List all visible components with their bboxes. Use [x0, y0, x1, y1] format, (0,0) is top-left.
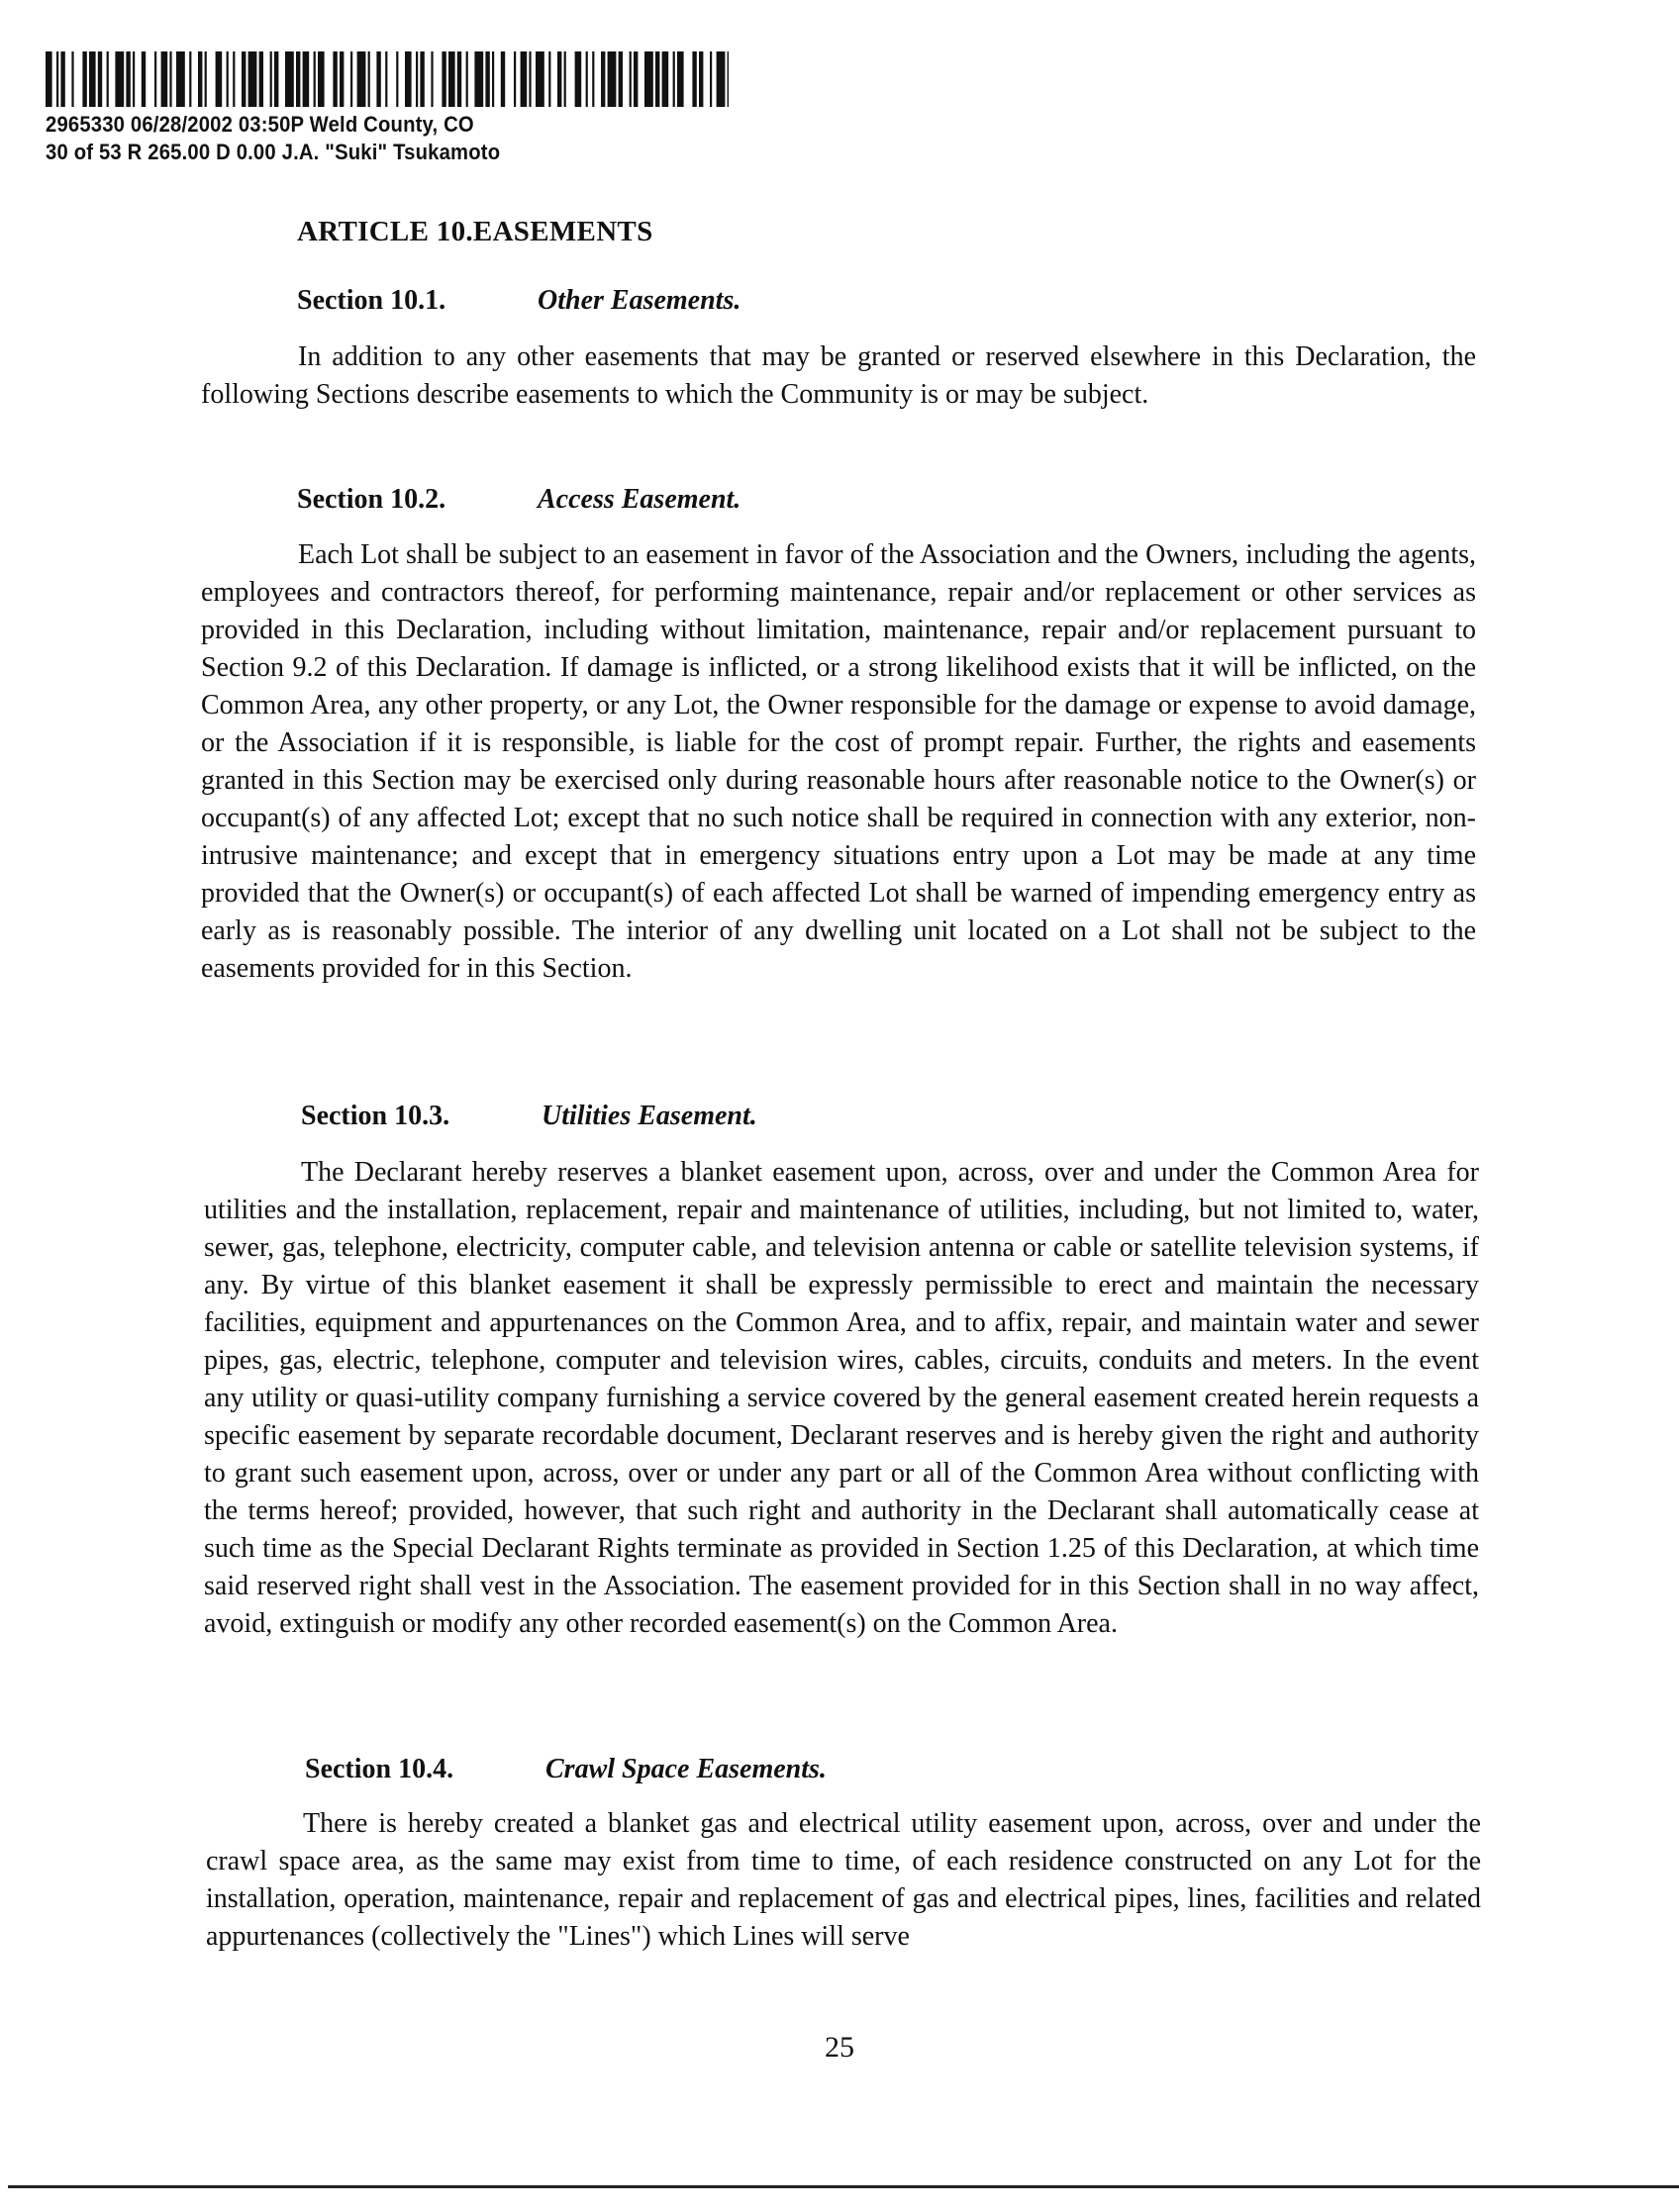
section-title: Crawl Space Easements. — [545, 1754, 827, 1784]
recording-line-2: 30 of 53 R 265.00 D 0.00 J.A. "Suki" Tsukamoto — [46, 140, 501, 164]
section-heading — [305, 1754, 827, 1785]
barcode — [46, 51, 729, 107]
section-number: Section 10.2. — [297, 484, 446, 515]
section-heading — [297, 285, 741, 317]
section-number: Section 10.1. — [297, 285, 446, 316]
section-title: Access Easement. — [538, 484, 741, 515]
section-title: Utilities Easement. — [542, 1101, 757, 1131]
section-heading — [301, 1101, 757, 1132]
bottom-rule — [8, 2185, 1679, 2188]
recording-line-1: 2965330 06/28/2002 03:50P Weld County, CO — [46, 112, 474, 137]
section-title: Other Easements. — [538, 285, 741, 316]
section-number: Section 10.3. — [301, 1101, 450, 1131]
section-body: Each Lot shall be subject to an easement in favor of the Association and the Owners, including the agents, employees and contractors thereof, for performing maintenance, repair and/or replacement or other services as provided in this Declaration, including without limitation, maintenance, repair and/or replacement pursuant to Section 9.2 of this Declaration. If damage is inflicted, or a strong likelihood exists that it will be inflicted, on the Common Area, any other property, or any Lot, the Owner responsible for the damage or expense to avoid damage, or the Association if it is responsible, is liable for the cost of prompt repair. Further, the rights and easements granted in this Section may be exercised only during reasonable hours after reasonable notice to the Owner(s) or occupant(s) of any affected Lot; except that no such notice shall be required in connection with any exterior, non-intrusive maintenance; and except that in emergency situations entry upon a Lot may be made at any time provided that the Owner(s) or occupant(s) of each affected Lot shall be warned of impending emergency entry as early as is reasonably possible. The interior of any dwelling unit located on a Lot shall not be subject to the easements provided for in this Section. — [201, 539, 1476, 984]
section-body: The Declarant hereby reserves a blanket easement upon, across, over and under the Common Area for utilities and the installation, replacement, repair and maintenance of utilities, including, but not limited to, water, sewer, gas, telephone, electricity, computer cable, and television antenna or cable or satellite television systems, if any. By virtue of this blanket easement it shall be expressly permissible to erect and maintain the necessary facilities, equipment and appurtenances on the Common Area, and to affix, repair, and maintain water and sewer pipes, gas, electric, telephone, computer and television wires, cables, circuits, conduits and meters. In the event any utility or quasi-utility company furnishing a service covered by the general easement created herein requests a specific easement by separate recordable document, Declarant reserves and is hereby given the right and authority to grant such easement upon, across, over or under any part or all of the Common Area without conflicting with the terms hereof; provided, however, that such right and authority in the Declarant shall automatically cease at such time as the Special Declarant Rights terminate as provided in Section 1.25 of this Declaration, at which time said reserved right shall vest in the Association. The easement provided for in this Section shall in no way affect, avoid, extinguish or modify any other recorded easement(s) on the Common Area. — [204, 1157, 1479, 1639]
recording-stamp — [46, 111, 500, 166]
page-number: 25 — [825, 2031, 854, 2064]
section-number: Section 10.4. — [305, 1754, 454, 1784]
section-body: There is hereby created a blanket gas and electrical utility easement upon, across, over and under the crawl space area, as the same may exist from time to time, of each residence constructed on any Lot for the installation, operation, maintenance, repair and replacement of gas and electrical pipes, lines, facilities and related appurtenances (collectively the "Lines") which Lines will serve — [206, 1808, 1481, 1952]
section-body: In addition to any other easements that may be granted or reserved elsewhere in this Declaration, the following Sections describe easements to which the Community is or may be subject. — [201, 341, 1476, 410]
section-heading — [297, 484, 741, 516]
article-title: ARTICLE 10.EASEMENTS — [297, 216, 653, 247]
